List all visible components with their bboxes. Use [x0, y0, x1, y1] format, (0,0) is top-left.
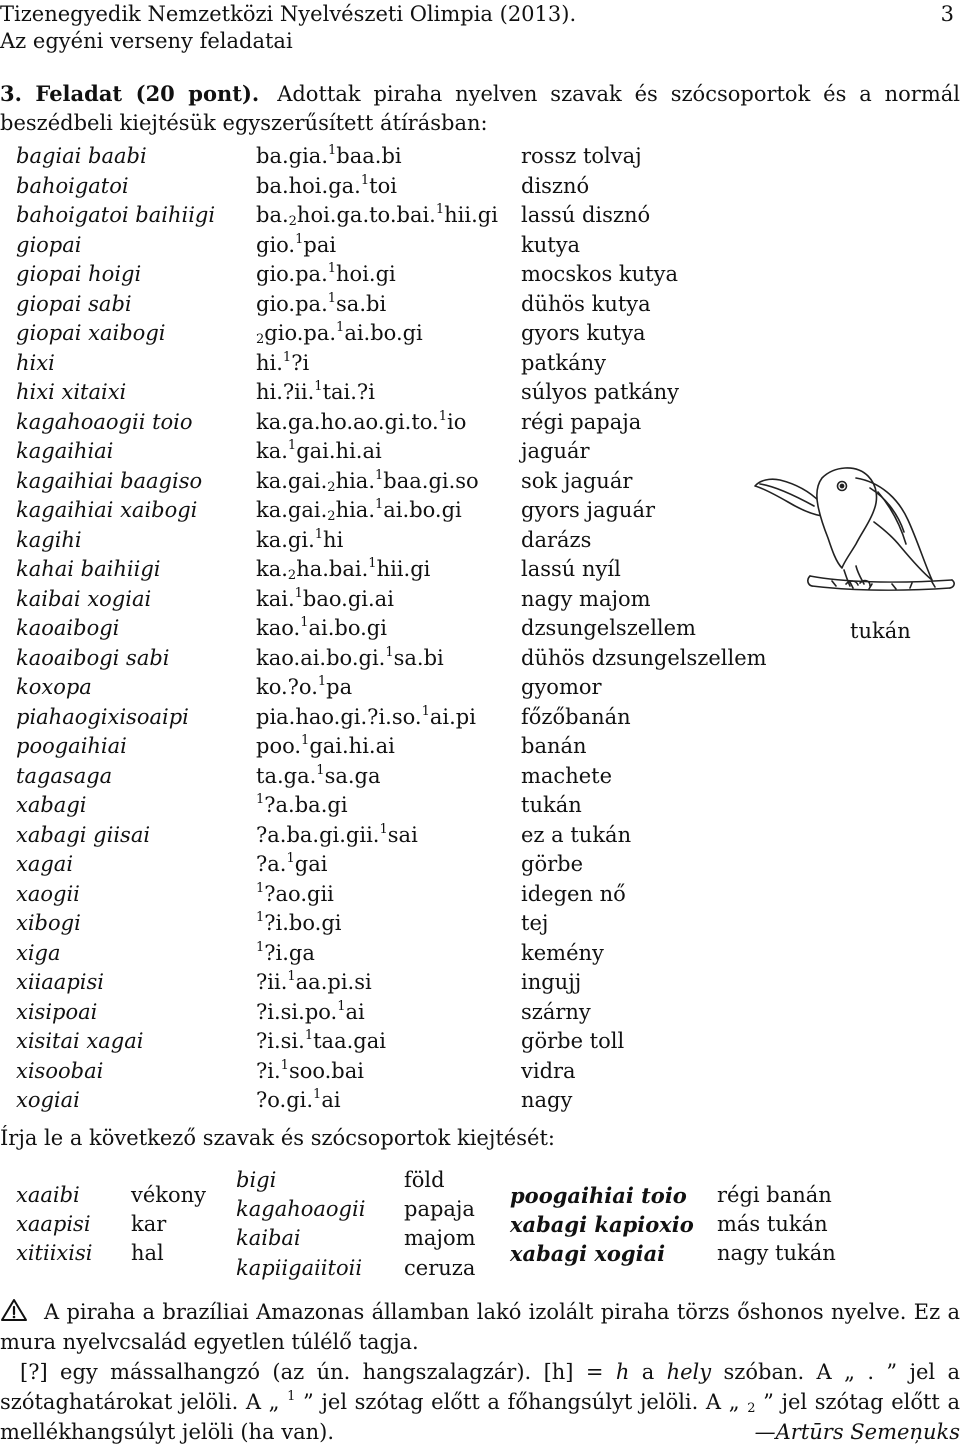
pronunciation — [256, 174, 397, 198]
syllable-text: sai — [387, 822, 418, 847]
syllable-text: ?a.ba.gi — [264, 793, 348, 817]
primary-stress-mark: 1 — [375, 497, 384, 512]
footnote-example-word: hely — [666, 1360, 712, 1384]
syllable-text: ?ii. — [256, 970, 288, 994]
syllable-text: pia.hao.gi.?i.so. — [256, 704, 422, 729]
header-title: Tizenegyedik Nemzetközi Nyelvészeti Olimpia (2013). — [0, 2, 577, 26]
syllable-text: ?i. — [256, 1058, 281, 1083]
syllable-text: ha.bai. — [296, 557, 369, 581]
piraha-word: kahai baihiigi — [16, 557, 161, 581]
exercise-word: xabagi xogiai — [510, 1241, 666, 1266]
meaning: rossz tolvaj — [521, 144, 642, 168]
syllable-text: hii.gi — [444, 203, 498, 227]
meaning: nagy — [521, 1088, 573, 1112]
meaning: machete — [521, 763, 613, 788]
problem-intro — [0, 79, 960, 138]
primary-stress-mark: 1 — [375, 467, 384, 483]
pronunciation — [256, 262, 396, 286]
syllable-text: ?ao.gii — [264, 881, 334, 906]
primary-stress-mark: 1 — [294, 585, 303, 601]
piraha-word: bahoigatoi baihiigi — [16, 203, 216, 227]
pronunciation — [256, 380, 375, 404]
syllable-text: hia. — [335, 498, 375, 522]
piraha-word: xogiai — [16, 1088, 80, 1112]
primary-stress-mark: 1 — [360, 172, 370, 188]
pronunciation — [256, 882, 334, 906]
primary-stress-mark: 1 — [256, 792, 265, 807]
table-row — [0, 1059, 960, 1089]
syllable-text: hoi.ga.to.bai. — [296, 203, 436, 227]
table-row — [0, 321, 960, 351]
pronunciation — [256, 616, 387, 640]
meaning: jaguár — [521, 439, 590, 463]
footnote-text: ” jel szótag előtt a főhangsúlyt jelöli. A „ — [295, 1390, 748, 1414]
footnote-text: h — [615, 1360, 630, 1384]
table-row — [0, 793, 960, 823]
illustration-label: tukán — [850, 619, 911, 643]
meaning: régi papaja — [521, 409, 642, 434]
secondary-stress-mark: 2 — [256, 332, 265, 347]
syllable-text: sa.bi — [393, 645, 444, 670]
footnote-line1: A piraha a brazíliai Amazonas államban lakó izolált piraha törzs őshonos nyelve. Ez a mura nyelvcsalád egyetlen túlélő tagja. — [0, 1300, 960, 1354]
piraha-word: kagihi — [16, 527, 82, 552]
pronunciation — [256, 233, 336, 257]
piraha-word: xagai — [16, 852, 74, 876]
page-number: 3 — [940, 2, 954, 26]
meaning: darázs — [521, 527, 592, 552]
meaning: dühös kutya — [521, 291, 651, 316]
meaning: kutya — [521, 232, 581, 257]
table-row — [0, 144, 960, 174]
piraha-word: kaoaibogi — [16, 616, 120, 640]
primary-stress-mark: 1 — [316, 762, 325, 778]
pronunciation — [256, 941, 315, 965]
exercise-word: kaibai — [236, 1226, 301, 1250]
meaning: banán — [521, 734, 587, 758]
primary-stress-mark: 1 — [337, 998, 346, 1014]
primary-stress-mark: 1 — [314, 526, 324, 542]
primary-stress-mark: 1 — [368, 556, 377, 571]
piraha-word: xaogii — [16, 881, 80, 906]
syllable-text: ?i.si.po. — [256, 999, 338, 1024]
exercise-meaning: kar — [131, 1212, 167, 1236]
primary-stress-mark: 1 — [300, 615, 309, 630]
exercise-word: kapiigaiitoii — [236, 1256, 363, 1280]
syllable-text: ka. — [256, 439, 288, 463]
piraha-word: xabagi — [16, 793, 87, 817]
primary-stress-mark: 1 — [317, 674, 327, 689]
piraha-word: kagaihiai — [16, 439, 114, 463]
syllable-text: gai.hi.ai — [296, 439, 382, 463]
pronunciation — [256, 764, 381, 788]
pronunciation — [256, 321, 423, 345]
syllable-text: tai.?i — [322, 380, 375, 404]
pronunciation — [256, 1029, 386, 1053]
syllable-text: ka.gi. — [256, 527, 315, 552]
piraha-word: xibogi — [16, 911, 81, 935]
exercise-word: kagahoaogii — [236, 1197, 366, 1221]
author: —Artūrs Semeņuks — [754, 1420, 960, 1444]
meaning: tukán — [521, 793, 582, 817]
piraha-word: xisoobai — [16, 1058, 104, 1083]
piraha-word: giopai xaibogi — [16, 321, 166, 345]
problem-intro-text: Adottak piraha nyelven szavak és szócsoportok és a normál beszédbeli kiejtésük egyszerűsített átírásban: — [0, 82, 960, 135]
meaning: gyors jaguár — [521, 498, 655, 522]
footnote-text: a — [629, 1360, 667, 1384]
primary-stress-mark: 1 — [287, 1389, 296, 1404]
secondary-stress-mark: 2 — [288, 214, 297, 229]
syllable-text: hii.gi — [376, 557, 431, 581]
meaning: szárny — [521, 999, 591, 1024]
piraha-word: giopai — [16, 232, 82, 257]
meaning: kemény — [521, 940, 604, 965]
exercise-word: bigi — [236, 1168, 277, 1192]
secondary-stress-mark: 2 — [287, 568, 297, 583]
piraha-word: kagaihiai xaibogi — [16, 498, 198, 522]
table-row — [0, 1029, 960, 1059]
piraha-word: piahaogixisoaipi — [16, 704, 189, 729]
pronunciation — [256, 852, 327, 876]
piraha-word: xabagi giisai — [16, 822, 151, 847]
syllable-text: ai — [321, 1088, 341, 1112]
primary-stress-mark: 1 — [280, 1057, 289, 1073]
primary-stress-mark: 1 — [295, 231, 304, 247]
syllable-text: gio. — [256, 232, 296, 257]
table-row — [0, 705, 960, 735]
piraha-word: xisipoai — [16, 999, 98, 1024]
exercise-meaning: majom — [404, 1226, 476, 1250]
pronunciation — [256, 203, 498, 227]
toucan-illustration — [752, 458, 958, 604]
pronunciation — [256, 793, 348, 817]
footnote-text: [?] egy mássalhangzó (az ún. hangszalagzár). [h] = — [20, 1360, 616, 1384]
piraha-word: kaoaibogi sabi — [16, 645, 170, 670]
table-row — [0, 882, 960, 912]
syllable-text: ?a.ba.gi.gii. — [256, 822, 380, 847]
syllable-text: ?o.gi. — [256, 1088, 314, 1112]
pronunciation — [256, 675, 352, 699]
pronunciation — [256, 410, 466, 434]
pronunciation — [256, 144, 402, 168]
syllable-text: gio.pa. — [264, 321, 337, 345]
syllable-text: baa.gi.so — [383, 468, 479, 493]
piraha-word: xisitai xagai — [16, 1029, 144, 1053]
syllable-text: ?i — [291, 350, 310, 375]
syllable-text: pa — [326, 675, 353, 699]
syllable-text: bao.gi.ai — [302, 586, 394, 611]
syllable-text: ai.pi — [429, 704, 476, 729]
table-row — [0, 262, 960, 292]
primary-stress-mark: 1 — [435, 202, 445, 217]
primary-stress-mark: 1 — [379, 821, 388, 837]
table-row — [0, 351, 960, 381]
piraha-word: kagahoaogii toio — [16, 409, 193, 434]
meaning: lassú disznó — [521, 203, 651, 227]
pronunciation — [256, 587, 394, 611]
pronunciation — [256, 911, 341, 935]
table-row — [0, 203, 960, 233]
piraha-word: xiiaapisi — [16, 970, 104, 994]
meaning: súlyos patkány — [521, 380, 680, 404]
primary-stress-mark: 1 — [287, 969, 296, 984]
piraha-word: hixi — [16, 350, 55, 375]
table-row — [0, 764, 960, 794]
table-row — [0, 1000, 960, 1030]
primary-stress-mark: 1 — [256, 880, 265, 896]
header-subtitle: Az egyéni verseny feladatai — [0, 29, 293, 53]
piraha-word: giopai hoigi — [16, 262, 142, 286]
meaning: görbe toll — [521, 1029, 625, 1053]
syllable-text: toi — [369, 173, 397, 198]
syllable-text: ?i.ga — [264, 940, 315, 965]
syllable-text: ka.ga.ho.ao.gi.to. — [256, 409, 439, 434]
syllable-text: ?i.si. — [256, 1029, 305, 1053]
pronunciation — [256, 557, 430, 581]
meaning: mocskos kutya — [521, 262, 678, 286]
meaning: tej — [521, 911, 549, 935]
pronunciation — [256, 734, 395, 758]
syllable-text: hoi.gi — [336, 262, 396, 286]
syllable-text: ai.bo.gi — [344, 321, 423, 345]
syllable-text: ai — [345, 999, 365, 1024]
meaning: görbe — [521, 852, 583, 876]
pronunciation — [256, 646, 444, 670]
piraha-word: giopai sabi — [16, 291, 132, 316]
meaning: patkány — [521, 350, 607, 375]
primary-stress-mark: 1 — [336, 320, 345, 335]
syllable-text: gio.pa. — [256, 262, 328, 286]
primary-stress-mark: 1 — [286, 851, 295, 866]
piraha-word: poogaihiai — [16, 734, 127, 758]
primary-stress-mark: 1 — [313, 1087, 322, 1102]
syllable-text: sa.ga — [324, 763, 381, 788]
pronunciation — [256, 1088, 341, 1112]
task-text: Írja le a következő szavak és szócsoportok kiejtését: — [0, 1126, 555, 1150]
pronunciation — [256, 823, 418, 847]
syllable-text: ka.gai. — [256, 468, 328, 493]
primary-stress-mark: 1 — [327, 290, 337, 306]
piraha-word: kaibai xogiai — [16, 586, 152, 611]
table-row — [0, 734, 960, 764]
pronunciation — [256, 1059, 364, 1083]
primary-stress-mark: 1 — [438, 408, 448, 424]
syllable-text: ai.bo.gi — [308, 616, 387, 640]
secondary-stress-mark: 2 — [747, 1401, 756, 1416]
syllable-text: gai.hi.ai — [309, 734, 395, 758]
syllable-text: gai — [294, 852, 328, 876]
warning-icon — [0, 1298, 28, 1322]
meaning: nagy majom — [521, 586, 651, 611]
exercise-meaning: más tukán — [717, 1212, 828, 1236]
exercise-word: xitiixisi — [16, 1241, 93, 1265]
syllable-text: ko.?o. — [256, 675, 318, 699]
table-row — [0, 380, 960, 410]
primary-stress-mark: 1 — [385, 644, 394, 660]
exercise-meaning: papaja — [404, 1197, 475, 1221]
syllable-text: kao. — [256, 616, 301, 640]
footnote-text: ” jel szótag előtt a mellékhangsúlyt jelöli (ha van). — [0, 1390, 960, 1444]
piraha-word: kagaihiai baagiso — [16, 468, 203, 493]
primary-stress-mark: 1 — [256, 939, 265, 955]
secondary-stress-mark: 2 — [327, 509, 336, 524]
primary-stress-mark: 1 — [304, 1028, 314, 1043]
syllable-text: hi. — [256, 350, 283, 375]
primary-stress-mark: 1 — [314, 379, 323, 394]
table-row — [0, 941, 960, 971]
syllable-text: baa.bi — [336, 144, 402, 168]
syllable-text: sa.bi — [336, 291, 387, 316]
piraha-word: tagasaga — [16, 763, 113, 788]
pronunciation — [256, 1000, 365, 1024]
exercise-meaning: hal — [131, 1241, 164, 1265]
primary-stress-mark: 1 — [287, 438, 297, 453]
exercise-word: poogaihiai toio — [510, 1183, 687, 1208]
pronunciation — [256, 469, 479, 493]
piraha-word: bahoigatoi — [16, 173, 129, 198]
meaning: gyors kutya — [521, 321, 646, 345]
syllable-text: hi.?ii. — [256, 380, 315, 404]
syllable-text: hia. — [335, 468, 375, 493]
meaning: ingujj — [521, 970, 582, 994]
meaning: dühös dzsungelszellem — [521, 645, 767, 670]
table-row — [0, 970, 960, 1000]
table-row — [0, 675, 960, 705]
syllable-text: ka.gai. — [256, 498, 328, 522]
primary-stress-mark: 1 — [301, 733, 310, 748]
pronunciation — [256, 439, 382, 463]
table-row — [0, 646, 960, 676]
exercise-meaning: ceruza — [404, 1256, 476, 1280]
syllable-text: soo.bai — [288, 1058, 364, 1083]
table-row — [0, 292, 960, 322]
meaning: dzsungelszellem — [521, 616, 696, 640]
pronunciation — [256, 351, 309, 375]
syllable-text: hi — [323, 527, 344, 552]
primary-stress-mark: 1 — [327, 261, 337, 276]
syllable-text: kai. — [256, 586, 295, 611]
exercise-meaning: régi banán — [717, 1183, 832, 1207]
primary-stress-mark: 1 — [328, 143, 337, 158]
syllable-text: ta.ga. — [256, 763, 317, 788]
piraha-word: xiga — [16, 940, 61, 965]
pronunciation — [256, 970, 372, 994]
exercise-word: xaapisi — [16, 1212, 91, 1236]
problem-label: 3. Feladat (20 pont). — [0, 81, 260, 106]
syllable-text: ai.bo.gi — [383, 498, 462, 522]
primary-stress-mark: 1 — [282, 349, 292, 365]
pronunciation — [256, 528, 343, 552]
footnote-text: szóban. A „ . ” jel a szótaghatárokat jelöli. A „ — [0, 1360, 960, 1414]
pronunciation — [256, 705, 476, 729]
exercise-word: xaaibi — [16, 1183, 80, 1207]
meaning: ez a tukán — [521, 822, 632, 847]
syllable-text: ?a. — [256, 852, 287, 876]
meaning: disznó — [521, 173, 590, 198]
exercise-meaning: vékony — [131, 1183, 207, 1207]
pronunciation — [256, 292, 386, 316]
table-row — [0, 233, 960, 263]
syllable-text: io — [447, 409, 467, 434]
syllable-text: ba. — [256, 203, 289, 227]
table-row — [0, 911, 960, 941]
table-row — [0, 410, 960, 440]
primary-stress-mark: 1 — [256, 910, 265, 925]
syllable-text: taa.gai — [313, 1029, 386, 1053]
table-row — [0, 616, 960, 646]
table-row — [0, 1088, 960, 1118]
syllable-text: ba.hoi.ga. — [256, 173, 361, 198]
piraha-word: bagiai baabi — [16, 144, 147, 168]
footnote — [0, 1297, 960, 1447]
piraha-word: koxopa — [16, 675, 92, 699]
meaning: lassú nyíl — [521, 557, 621, 581]
syllable-text: kao.ai.bo.gi. — [256, 645, 386, 670]
meaning: idegen nő — [521, 881, 626, 906]
pronunciation — [256, 498, 462, 522]
syllable-text: poo. — [256, 734, 302, 758]
primary-stress-mark: 1 — [421, 703, 430, 719]
meaning: főzőbanán — [521, 704, 631, 729]
table-row — [0, 174, 960, 204]
syllable-text: ba.gia. — [256, 144, 328, 168]
exercise-word: xabagi kapioxio — [510, 1212, 694, 1237]
meaning: gyomor — [521, 675, 602, 699]
secondary-stress-mark: 2 — [327, 479, 336, 495]
syllable-text: ?i.bo.gi — [264, 911, 342, 935]
piraha-word: hixi xitaixi — [16, 380, 127, 404]
meaning: sok jaguár — [521, 468, 633, 493]
syllable-text: gio.pa. — [256, 291, 328, 316]
table-row — [0, 823, 960, 853]
table-row — [0, 852, 960, 882]
syllable-text: pai — [303, 232, 337, 257]
exercise-meaning: nagy tukán — [717, 1241, 836, 1265]
exercise-meaning: föld — [404, 1168, 445, 1192]
syllable-text: aa.pi.si — [295, 970, 372, 994]
syllable-text: ka. — [256, 557, 288, 581]
meaning: vidra — [521, 1058, 576, 1083]
